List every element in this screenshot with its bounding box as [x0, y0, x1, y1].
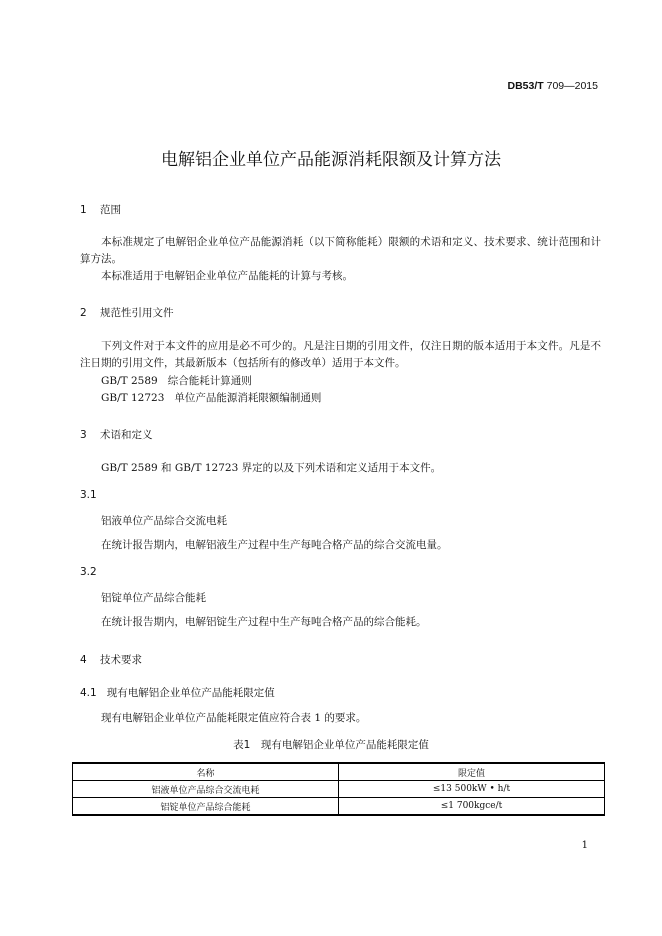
term-3-2-name: 铝锭单位产品综合能耗 — [101, 592, 206, 604]
section-number: 2 — [80, 307, 87, 319]
subsection-number: 4.1 — [80, 687, 97, 699]
reference-2 — [101, 390, 321, 407]
table-row — [73, 798, 605, 816]
table-1-caption: 表1 现有电解铝企业单位产品能耗限定值 — [233, 739, 429, 751]
section-3-heading — [80, 427, 153, 442]
page-number: 1 — [581, 840, 588, 851]
section-1-paragraph-1: 本标准规定了电解铝企业单位产品能源消耗（以下简称能耗）限额的术语和定义、技术要求、统计范围和计算方法。 — [80, 236, 601, 265]
standard-number — [508, 80, 599, 92]
reference-1 — [101, 373, 252, 390]
reference-code: GB/T 12723 — [101, 392, 165, 404]
table-cell-name: 铝液单位产品综合交流电耗 — [73, 781, 339, 798]
section-number: 3 — [80, 429, 87, 441]
column-header-name: 名称 — [73, 763, 339, 781]
reference-title: 综合能耗计算通则 — [167, 375, 252, 387]
term-3-2-definition: 在统计报告期内，电解铝锭生产过程中生产每吨合格产品的综合能耗。 — [101, 616, 427, 628]
subsection-title: 现有电解铝企业单位产品能耗限定值 — [106, 687, 275, 699]
table-row — [73, 781, 605, 798]
section-title: 范围 — [100, 204, 121, 216]
section-title: 规范性引用文件 — [100, 307, 174, 319]
section-1-heading — [80, 202, 121, 217]
table-cell-name: 铝锭单位产品综合能耗 — [73, 798, 339, 816]
table-1 — [72, 762, 605, 816]
section-title: 术语和定义 — [100, 429, 153, 441]
table-cell-limit: ≤13 500kW • h/t — [339, 781, 605, 798]
section-2-heading — [80, 305, 174, 320]
section-title: 技术要求 — [100, 654, 142, 666]
column-header-limit: 限定值 — [339, 763, 605, 781]
term-3-1-name: 铝液单位产品综合交流电耗 — [101, 515, 227, 527]
section-4-heading — [80, 652, 142, 667]
section-number: 1 — [80, 204, 87, 216]
section-1-paragraph-2: 本标准适用于电解铝企业单位产品能耗的计算与考核。 — [101, 270, 353, 282]
term-3-1-number: 3.1 — [80, 489, 97, 501]
term-3-2-number: 3.2 — [80, 566, 97, 578]
section-number: 4 — [80, 654, 87, 666]
reference-title: 单位产品能源消耗限额编制通则 — [174, 392, 322, 404]
section-2-paragraph-1: 下列文件对于本文件的应用是必不可少的。凡是注日期的引用文件，仅注日期的版本适用于本文件。凡是不注日期的引用文件，其最新版本（包括所有的修改单）适用于本文件。 — [80, 340, 601, 369]
term-3-1-definition: 在统计报告期内，电解铝液生产过程中生产每吨合格产品的综合交流电量。 — [101, 539, 448, 551]
reference-code: GB/T 2589 — [101, 375, 158, 387]
standard-year: 709—2015 — [546, 80, 598, 92]
section-3-paragraph-1: GB/T 2589 和 GB/T 12723 界定的以及下列术语和定义适用于本文件。 — [101, 462, 442, 474]
subsection-4-1-heading — [80, 685, 275, 700]
document-title: 电解铝企业单位产品能源消耗限额及计算方法 — [161, 150, 501, 170]
table-cell-limit: ≤1 700kgce/t — [339, 798, 605, 816]
standard-code: DB53/T — [507, 80, 544, 92]
section-4-paragraph-1: 现有电解铝企业单位产品能耗限定值应符合表 1 的要求。 — [101, 712, 367, 724]
table-header-row — [73, 763, 605, 781]
